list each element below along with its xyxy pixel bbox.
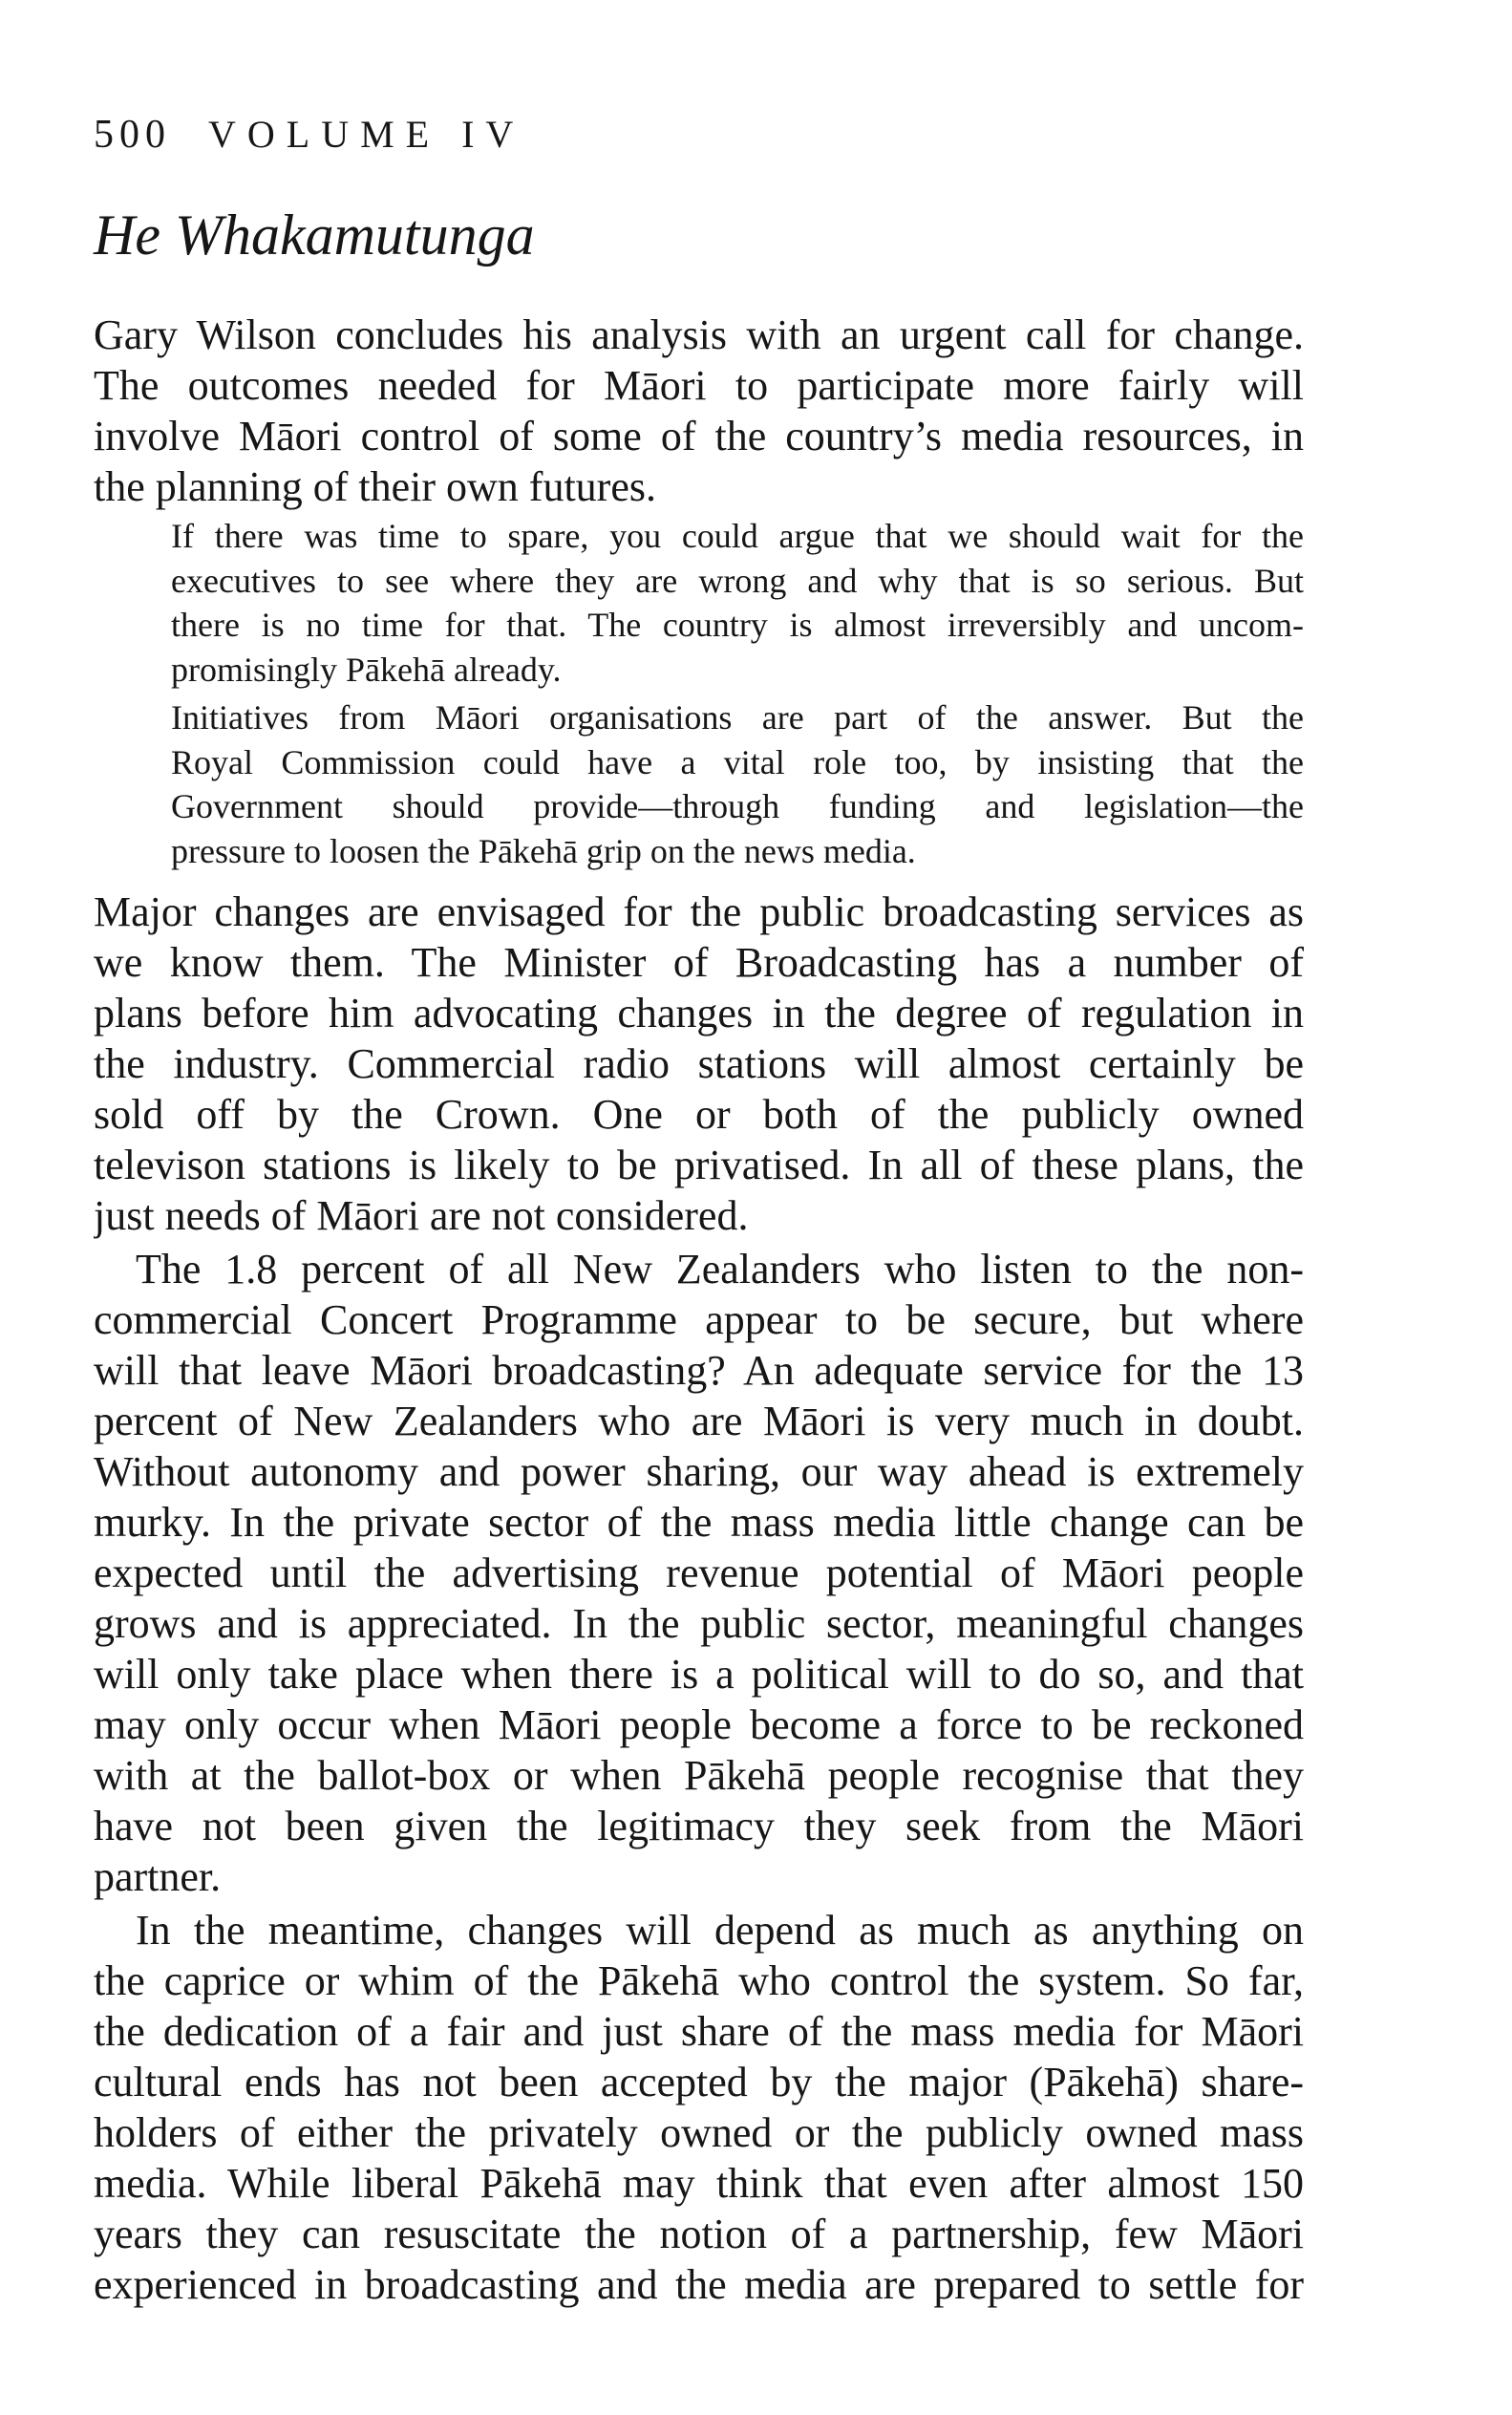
text-line: murky. In the private sector of the mass media little change can be — [94, 1499, 1304, 1546]
text-line: have not been given the legitimacy they seek from the Māori — [94, 1803, 1304, 1849]
paragraph — [94, 1905, 1304, 2310]
running-head — [94, 115, 524, 163]
text-line: The 1.8 percent of all New Zealanders who listen to the non- — [136, 1246, 1304, 1293]
text-line: televison stations is likely to be privatised. In all of these plans, the — [94, 1142, 1304, 1188]
text-line: Without autonomy and power sharing, our way ahead is extremely — [94, 1448, 1304, 1495]
text-line: The outcomes needed for Māori to participate more fairly will — [94, 362, 1304, 409]
text-line: media. While liberal Pākehā may think that even after almost 150 — [94, 2160, 1304, 2207]
text-line: may only occur when Māori people become a force to be reckoned — [94, 1701, 1304, 1748]
text-line: just needs of Māori are not considered. — [94, 1192, 749, 1239]
text-line: the caprice or whim of the Pākehā who control the system. So far, — [94, 1957, 1304, 2004]
text-line: In the meantime, changes will depend as much as anything on — [136, 1907, 1304, 1954]
text-line: commercial Concert Programme appear to be secure, but where — [94, 1296, 1304, 1343]
text-line: with at the ballot-box or when Pākehā people recognise that they — [94, 1752, 1304, 1799]
text-line: Gary Wilson concludes his analysis with an urgent call for change. — [94, 311, 1304, 358]
text-line: will that leave Māori broadcasting? An adequate service for the 13 — [94, 1347, 1304, 1394]
text-line: percent of New Zealanders who are Māori is very much in doubt. — [94, 1398, 1304, 1444]
text-line: Royal Commission could have a vital role too, by insisting that the — [171, 742, 1304, 781]
text-line: cultural ends has not been accepted by the major (Pākehā) share- — [94, 2059, 1304, 2105]
text-line: there is no time for that. The country is almost irreversibly and uncom- — [171, 606, 1304, 644]
paragraph — [94, 310, 1304, 512]
text-line: will only take place when there is a political will to do so, and that — [94, 1651, 1304, 1698]
paragraph — [94, 1244, 1304, 1902]
block-quote — [171, 695, 1304, 873]
text-line: experienced in broadcasting and the media are prepared to settle for — [94, 2261, 1304, 2308]
text-line: Government should provide—through funding and legislation—the — [171, 787, 1304, 825]
text-line: expected until the advertising revenue potential of Māori people — [94, 1549, 1304, 1596]
text-line: sold off by the Crown. One or both of the publicly owned — [94, 1091, 1304, 1138]
body-text — [94, 310, 1304, 2310]
text-line: Major changes are envisaged for the public broadcasting services as — [94, 888, 1304, 935]
running-head-title: VOLUME IV — [208, 113, 525, 156]
text-line: grows and is appreciated. In the public sector, meaningful changes — [94, 1600, 1304, 1647]
text-line: If there was time to spare, you could argue that we should wait for the — [171, 517, 1304, 555]
text-line: we know them. The Minister of Broadcasting has a number of — [94, 939, 1304, 986]
text-line: executives to see where they are wrong and why that is so serious. But — [171, 561, 1304, 600]
text-line: promisingly Pākehā already. — [171, 650, 562, 689]
text-line: holders of either the privately owned or the publicly owned mass — [94, 2109, 1304, 2156]
text-line: the industry. Commercial radio stations will almost certainly be — [94, 1040, 1304, 1087]
text-line: the planning of their own futures. — [94, 463, 656, 510]
text-line: involve Māori control of some of the country’s media resources, in — [94, 413, 1304, 459]
text-line: years they can resuscitate the notion of a partnership, few Māori — [94, 2211, 1304, 2257]
text-line: the dedication of a fair and just share of the mass media for Māori — [94, 2008, 1304, 2055]
text-line: Initiatives from Māori organisations are part of the answer. But the — [171, 698, 1304, 737]
text-line: plans before him advocating changes in the degree of regulation in — [94, 990, 1304, 1037]
section-title: He Whakamutunga — [94, 203, 535, 267]
text-line: partner. — [94, 1853, 222, 1900]
block-quote — [171, 514, 1304, 692]
paragraph — [94, 887, 1304, 1241]
text-line: pressure to loosen the Pākehā grip on the news media. — [171, 831, 916, 870]
page-number: 500 — [94, 113, 171, 157]
